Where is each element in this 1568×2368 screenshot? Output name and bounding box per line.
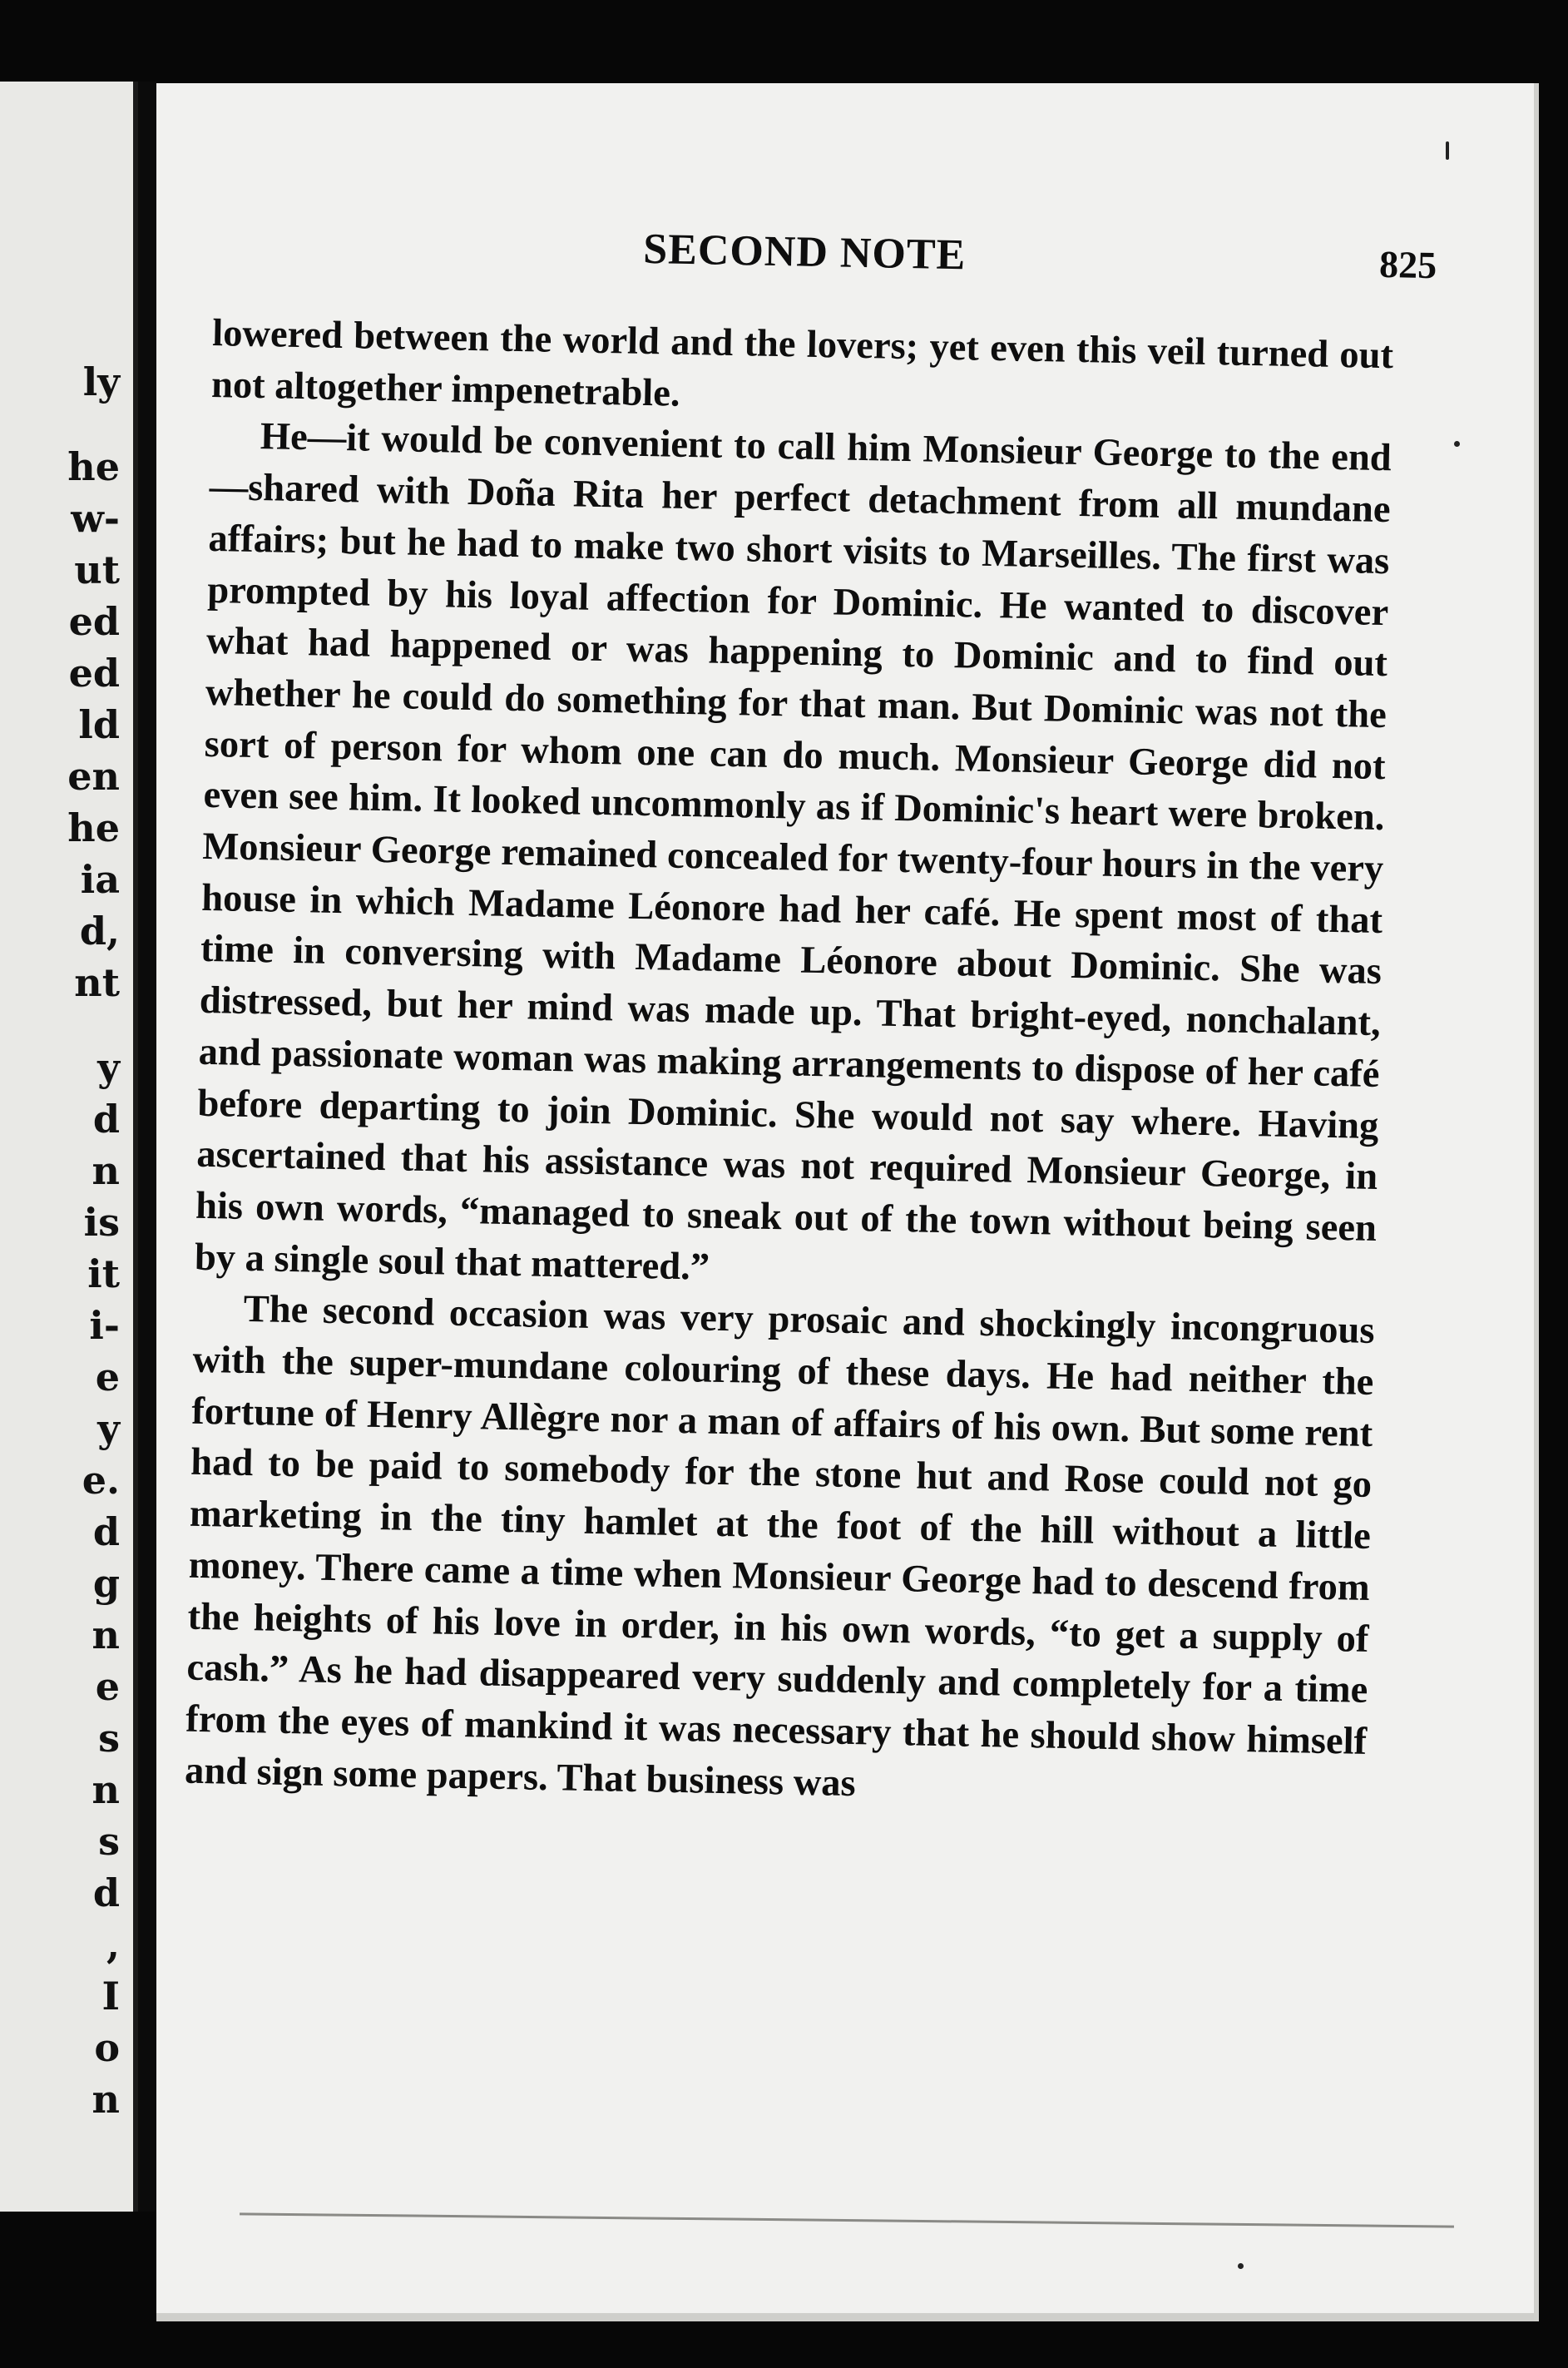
left-line-ending: ld	[78, 702, 120, 747]
running-head: SECOND NOTE	[642, 225, 967, 280]
left-line-ending: i-	[89, 1303, 120, 1348]
left-line-ending: it	[87, 1251, 120, 1296]
left-line-ending: I	[101, 1974, 120, 2019]
left-line-ending: o	[94, 2025, 120, 2070]
left-line-ending: d	[92, 1509, 120, 1554]
left-line-ending: d	[92, 1870, 120, 1915]
paragraph-continued: lowered between the world and the lovers; yet even this veil turned out not altogether impenetrable.	[210, 311, 1394, 415]
left-line-ending: d	[92, 1097, 120, 1142]
left-line-ending: y	[97, 1406, 120, 1451]
left-line-ending: n	[92, 1148, 120, 1193]
left-page-line-endings	[0, 356, 125, 2125]
left-facing-page	[0, 82, 138, 2212]
scan-speck	[1454, 441, 1460, 447]
paragraph: The second occasion was very prosaic and shockingly incongruous with the super-mundane colouring of these days. He had neither the fortune of Henry Allègre nor a man of affairs of his own. But some rent had to be paid to somebody for the stone hut and Rose could not go marketing in the tiny hamlet at the foot of the hill without a little money. There came a time when Monsieur George had to descend from the heights of his love in order, in his own words, “to get a supply of cash.” As he had disappeared very suddenly and completely for a time from the eyes of mankind it was necessary that he should show himself and sign some papers. That business was	[184, 1288, 1376, 1805]
scan-speck	[1446, 141, 1449, 160]
left-line-ending: is	[83, 1200, 120, 1245]
paragraph: He—it would be convenient to call him Monsieur George to the end—shared with Doña Rita her perfect detachment from all mundane affairs; but he had to make two short visits to Marseilles. The first was prompted by his loyal affection for Dominic. He wanted to discover what had happened or was happening to Dominic and to find out whether he could do something for that man. But Dominic was not the sort of person for whom one can do much. Monsieur George did not even see him. It looked uncommonly as if Dominic's heart were broken. Monsieur George remained concealed for twenty-four hours in the very house in which Madame Léonore had her café. He spent most of that time in conversing with Madame Léonore about Dominic. She was distressed, but her mind was made up. That bright-eyed, nonchalant, and passionate woman was making arrangements to dispose of her café before departing to join Dominic. She would not say where. Having ascertained that his assistance was not required Monsieur George, in his own words, “managed to sneak out of the town without being seen by a single soul that mattered.”	[194, 415, 1392, 1289]
page-content	[184, 216, 1437, 1819]
left-line-ending: ed	[68, 651, 120, 696]
book-gutter	[138, 82, 156, 2212]
right-page	[156, 83, 1539, 2321]
left-line-ending: ,	[106, 1922, 120, 1967]
left-line-ending: en	[67, 754, 120, 799]
left-line-ending: e	[95, 1664, 120, 1709]
left-line-ending: n	[92, 1613, 120, 1657]
left-line-ending: w-	[71, 496, 120, 541]
page-edge-line	[240, 2212, 1454, 2227]
left-line-ending: ut	[74, 547, 120, 592]
left-line-ending: ly	[82, 359, 120, 404]
left-line-ending: s	[98, 1819, 120, 1864]
left-line-ending: g	[92, 1561, 120, 1606]
left-line-ending: ed	[68, 599, 120, 644]
left-line-ending: he	[67, 805, 120, 850]
page-number: 825	[1378, 242, 1437, 287]
left-line-ending: s	[98, 1716, 120, 1761]
left-line-ending: n	[92, 1767, 120, 1812]
left-line-ending: y	[97, 1045, 120, 1090]
body-text	[185, 308, 1394, 1819]
left-line-ending: e.	[82, 1458, 120, 1503]
left-line-ending: d,	[79, 909, 120, 954]
left-line-ending: nt	[74, 960, 120, 1005]
left-line-ending: he	[67, 444, 120, 489]
scan-speck	[1238, 2263, 1244, 2269]
left-line-ending: ia	[80, 857, 120, 902]
left-line-ending: n	[92, 2077, 120, 2122]
left-line-ending: e	[95, 1355, 120, 1399]
